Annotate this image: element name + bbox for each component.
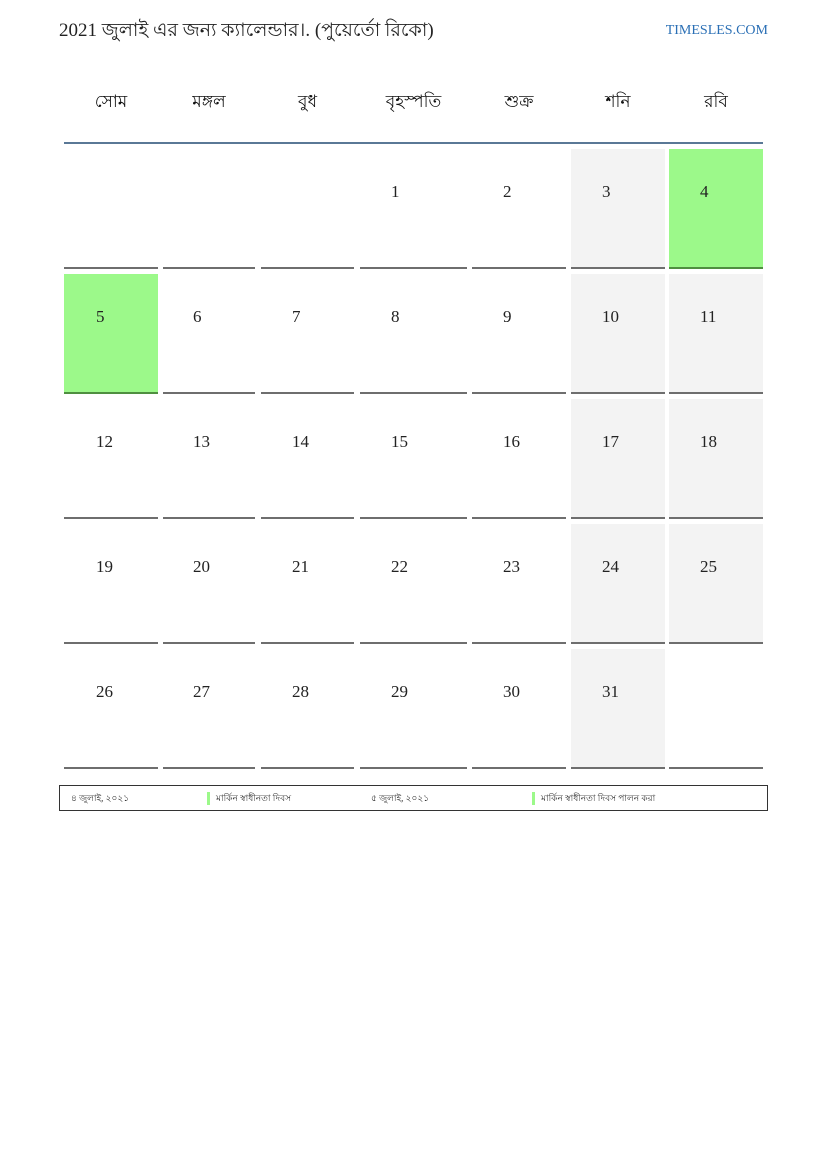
empty-day-cell [64, 149, 158, 269]
day-number: 9 [503, 307, 512, 326]
brand-link[interactable]: TIMESLES.COM [665, 23, 768, 38]
day-cell[interactable] [669, 524, 763, 644]
day-number: 24 [602, 557, 619, 576]
legend-holiday-name: মার্কিন স্বাধীনতা দিবস পালন করা [541, 793, 656, 803]
day-number: 1 [391, 182, 400, 201]
weekday-header: শুক্র [504, 92, 534, 111]
day-cell[interactable] [669, 399, 763, 519]
day-number: 29 [391, 682, 408, 701]
weekday-header: মঙ্গল [192, 92, 226, 111]
day-number: 13 [193, 432, 210, 451]
day-cell[interactable] [163, 274, 255, 394]
day-number: 17 [602, 432, 619, 451]
day-number: 3 [602, 182, 611, 201]
day-number: 16 [503, 432, 520, 451]
day-cell[interactable] [669, 149, 763, 269]
day-number: 20 [193, 557, 210, 576]
weekday-header: সোম [94, 92, 128, 111]
day-cell[interactable] [360, 274, 467, 394]
day-cell[interactable] [163, 649, 255, 769]
weekday-header: বৃহস্পতি [385, 92, 442, 111]
weekday-header: শনি [605, 92, 631, 111]
day-cell[interactable] [472, 649, 566, 769]
empty-day-cell [163, 149, 255, 269]
day-cell[interactable] [64, 649, 158, 769]
day-cell[interactable] [571, 149, 665, 269]
day-cell[interactable] [261, 524, 354, 644]
day-number: 12 [96, 432, 113, 451]
day-number: 23 [503, 557, 520, 576]
day-cell[interactable] [669, 274, 763, 394]
weekday-header-row [64, 80, 763, 124]
day-cell[interactable] [261, 649, 354, 769]
legend-date: ৪ জুলাই, ২০২১ [71, 793, 130, 803]
day-cell[interactable] [472, 399, 566, 519]
day-number: 18 [700, 432, 717, 451]
day-cell[interactable] [261, 274, 354, 394]
day-number: 31 [602, 682, 619, 701]
legend-date: ৫ জুলাই, ২০২১ [371, 793, 430, 803]
day-number: 27 [193, 682, 210, 701]
day-cell[interactable] [64, 524, 158, 644]
day-number: 15 [391, 432, 408, 451]
day-cell[interactable] [163, 524, 255, 644]
day-cell[interactable] [472, 524, 566, 644]
day-cell[interactable] [472, 149, 566, 269]
header-divider [64, 142, 763, 144]
day-number: 21 [292, 557, 309, 576]
weekday-header: রবি [704, 92, 728, 111]
day-number: 19 [96, 557, 113, 576]
day-cell[interactable] [571, 274, 665, 394]
day-number: 2 [503, 182, 512, 201]
day-number: 11 [700, 307, 717, 326]
day-cell[interactable] [360, 524, 467, 644]
day-cell[interactable] [64, 274, 158, 394]
day-cell[interactable] [360, 149, 467, 269]
day-number: 25 [700, 557, 717, 576]
day-cell[interactable] [472, 274, 566, 394]
day-cell[interactable] [571, 649, 665, 769]
weekday-header: বুধ [298, 92, 317, 111]
day-number: 4 [700, 182, 709, 201]
day-number: 30 [503, 682, 520, 701]
holiday-legend [59, 785, 768, 811]
day-number: 6 [193, 307, 202, 326]
day-cell[interactable] [571, 399, 665, 519]
day-number: 28 [292, 682, 309, 701]
day-number: 26 [96, 682, 113, 701]
empty-day-cell [261, 149, 354, 269]
legend-holiday-name: মার্কিন স্বাধীনতা দিবস [216, 793, 292, 803]
day-cell[interactable] [571, 524, 665, 644]
day-number: 22 [391, 557, 408, 576]
day-number: 7 [292, 307, 301, 326]
holiday-color-marker [207, 792, 210, 805]
day-cell[interactable] [64, 399, 158, 519]
day-number: 14 [292, 432, 309, 451]
holiday-color-marker [532, 792, 535, 805]
day-number: 10 [602, 307, 619, 326]
day-cell[interactable] [360, 399, 467, 519]
day-cell[interactable] [360, 649, 467, 769]
empty-day-cell [669, 649, 763, 769]
day-number: 8 [391, 307, 400, 326]
day-cell[interactable] [163, 399, 255, 519]
page-header-title: 2021 জুলাই এর জন্য ক্যালেন্ডার।. (পুয়ের্তো রিকো) [59, 20, 434, 41]
day-cell[interactable] [261, 399, 354, 519]
day-number: 5 [96, 307, 105, 326]
